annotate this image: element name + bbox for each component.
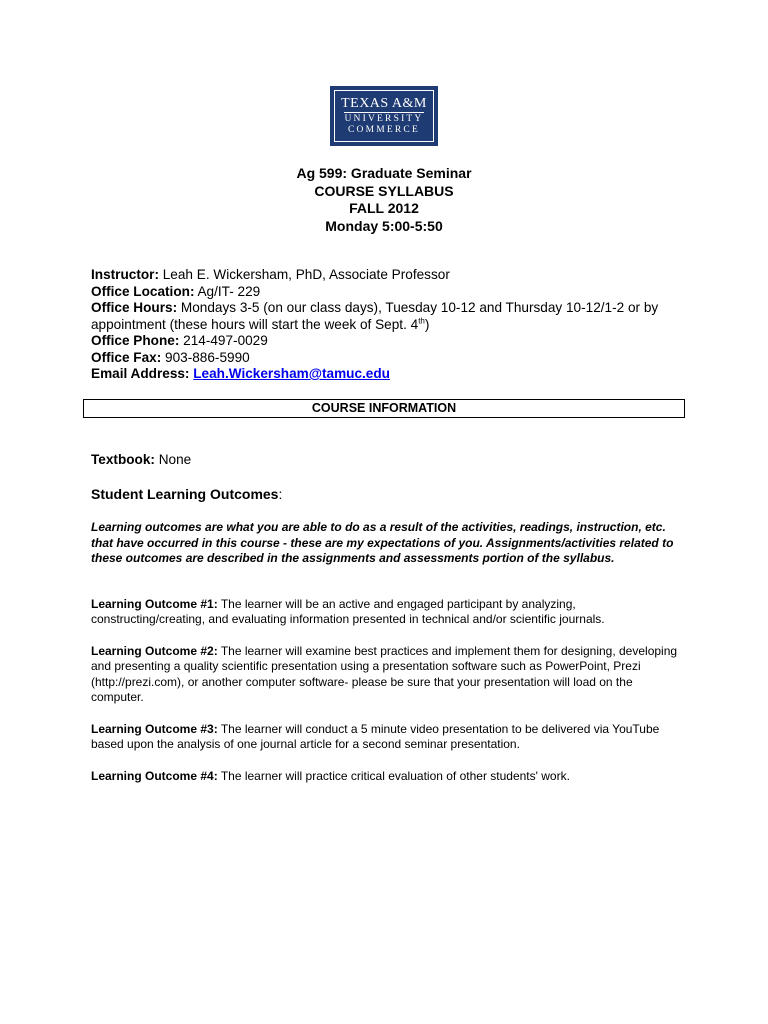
- office-fax-row: [91, 350, 691, 367]
- learning-outcome-label: Learning Outcome #1:: [91, 597, 218, 611]
- office-phone-row: [91, 333, 691, 350]
- office-hours-value: Mondays 3-5 (on our class days), Tuesday 10-12 and Thursday 10-12/1-2 or by appointment (these hours will start the week of Sept. 4: [91, 300, 659, 332]
- logo-line-1: TEXAS A&M: [341, 96, 427, 111]
- learning-outcome-text: The learner will examine best practices and implement them for designing, developing and presenting a quality scientific presentation using a presentation software such as PowerPoint, Prezi (http://prezi.com), or another computer software- please be sure that your presentation will load on the computer.: [91, 644, 678, 704]
- learning-outcome-label: Learning Outcome #3:: [91, 722, 218, 736]
- email-label: Email Address:: [91, 366, 190, 381]
- slo-heading-text: Student Learning Outcomes: [91, 486, 279, 502]
- logo-frame: [334, 90, 434, 142]
- office-fax-label: Office Fax:: [91, 349, 162, 365]
- slo-heading-colon: :: [278, 486, 283, 502]
- textbook-value: None: [154, 452, 192, 467]
- office-fax-value: 903-886-5990: [161, 349, 250, 365]
- document-type: COURSE SYLLABUS: [314, 182, 454, 199]
- office-hours-close: ): [424, 316, 430, 332]
- logo-line-2: UNIVERSITY: [344, 114, 424, 124]
- learning-outcome: [91, 769, 683, 784]
- office-hours-superscript: th: [418, 315, 425, 325]
- learning-outcome-label: Learning Outcome #2:: [91, 644, 218, 658]
- learning-outcome-text: The learner will practice critical evaluation of other students' work.: [217, 769, 570, 783]
- course-term: FALL 2012: [349, 200, 419, 216]
- instructor-label: Instructor:: [91, 267, 159, 282]
- course-title-block: [0, 165, 768, 235]
- instructor-info: [91, 267, 691, 383]
- instructor-value: Leah E. Wickersham, PhD, Associate Professor: [158, 267, 450, 282]
- learning-outcome: [91, 597, 683, 628]
- office-location-row: [91, 284, 691, 301]
- office-phone-value: 214-497-0029: [179, 333, 268, 348]
- office-hours-row: [91, 300, 691, 333]
- instructor-row: [91, 267, 691, 284]
- learning-outcome: [91, 722, 683, 753]
- learning-outcome-label: Learning Outcome #4:: [91, 769, 218, 783]
- office-location-label: Office Location:: [91, 283, 195, 299]
- learning-outcome-text: The learner will be an active and engaged participant by analyzing, constructing/creating, and evaluating information presented in technical and/or scientific journals.: [91, 597, 605, 627]
- email-row: [91, 366, 691, 383]
- logo-line-3: COMMERCE: [348, 125, 420, 135]
- office-location-value: Ag/IT- 229: [194, 283, 261, 299]
- textbook-label: Textbook:: [91, 452, 155, 467]
- slo-heading: [91, 486, 282, 502]
- learning-outcome-text: The learner will conduct a 5 minute video presentation to be delivered via YouTube based upon the analysis of one journal article for a second seminar presentation.: [91, 722, 660, 752]
- textbook-row: [91, 452, 191, 467]
- email-link[interactable]: Leah.Wickersham@tamuc.edu: [193, 366, 390, 381]
- course-information-header: COURSE INFORMATION: [83, 399, 685, 418]
- slo-intro: Learning outcomes are what you are able to do as a result of the activities, readings, instruction, etc. that have occurred in this course - these are my expectations of you. Assignments/activities related to these outcomes are described in the assignments and assessments portion of the syllabus.: [91, 520, 674, 565]
- course-name: Ag 599: Graduate Seminar: [296, 165, 472, 181]
- logo-divider: [344, 112, 424, 113]
- office-phone-label: Office Phone:: [91, 333, 180, 348]
- office-hours-label: Office Hours:: [91, 300, 178, 315]
- university-logo: [330, 86, 438, 146]
- course-schedule: Monday 5:00-5:50: [325, 217, 443, 234]
- learning-outcome: [91, 644, 683, 705]
